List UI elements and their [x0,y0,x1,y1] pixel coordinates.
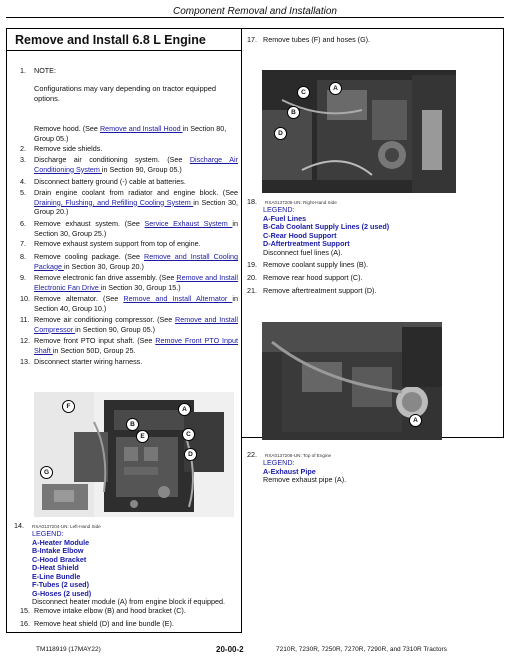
link-fan-drive[interactable]: Remove and Install Electronic Fan Drive [34,273,238,292]
legend-item: E-Line Bundle [32,571,81,581]
step-18-text: Disconnect fuel lines (A). [263,247,343,257]
link-discharge-ac[interactable]: Discharge Air Conditioning System [34,155,238,174]
section-title: Component Removal and Installation [173,6,337,17]
footer-models: 7210R, 7230R, 7250R, 7270R, 7290R, and 7310R Tractors [276,646,447,653]
callout-b-right: B [287,106,300,119]
legend-item: A-Fuel Lines [263,213,307,223]
footer-page-number: 20-00-2 [216,645,244,654]
callout-b-left: B [126,418,139,431]
callout-d-right: D [274,127,287,140]
title-rule [7,50,241,51]
callout-c-right: C [297,86,310,99]
legend-heading: LEGEND: [263,205,295,214]
link-draining-cooling[interactable]: Draining, Flushing, and Refilling Cooling System [34,197,194,207]
callout-c-left: C [182,428,195,441]
footer-doc-id: TM118919 (17MAY22) [36,646,101,653]
legend-item: C-Rear Hood Support [263,230,337,240]
legend-item: D-Heat Shield [32,563,79,572]
legend-item: C-Hood Bracket [32,554,87,564]
step-14-text: Disconnect heater module (A) from engine block if equipped. [32,597,225,606]
callout-a-top: A [409,414,422,427]
callout-e-left: E [136,430,149,443]
callout-a-left: A [178,403,191,416]
callout-f-left: F [62,400,75,413]
link-cooling-package[interactable]: Remove and Install Cooling Package [34,252,238,271]
link-compressor[interactable]: Remove and Install Compressor [34,315,238,334]
legend-item: A-Heater Module [32,537,90,547]
legend-item: B-Intake Elbow [32,546,84,555]
callout-a-right: A [329,82,342,95]
step-22-text: Remove exhaust pipe (A). [263,475,347,484]
figure-right-hand-side [262,70,456,193]
legend-top-of-engine [263,459,499,485]
header-rule [6,17,504,18]
callout-d-left: D [184,448,197,461]
legend-item: D-Aftertreatment Support [263,239,350,248]
step-hood: Remove hood. (See Remove and Install Hood in Section 80, Group 05.) [34,124,227,143]
legend-item: G-Hoses (2 used) [32,588,92,598]
legend-heading: LEGEND: [263,458,295,467]
note-text: Configurations may vary depending on tractor equipped options. [34,84,217,103]
link-pto-shaft[interactable]: Remove Front PTO Input Shaft [34,336,238,355]
legend-item: B-Cab Coolant Supply Lines (2 used) [263,222,390,231]
legend-item: A-Exhaust Pipe [263,466,316,476]
link-service-exhaust[interactable]: Service Exhaust System [144,219,233,228]
page-title: Remove and Install 6.8 L Engine [15,33,206,47]
legend-left-hand-side [32,530,232,607]
link-remove-install-hood[interactable]: Remove and Install Hood [99,124,183,133]
legend-right-hand-side [263,206,499,257]
link-alternator[interactable]: Remove and Install Alternator [123,294,233,303]
callout-g-left: G [40,466,53,479]
legend-item: F-Tubes (2 used) [32,580,89,589]
legend-heading: LEGEND: [32,529,64,538]
